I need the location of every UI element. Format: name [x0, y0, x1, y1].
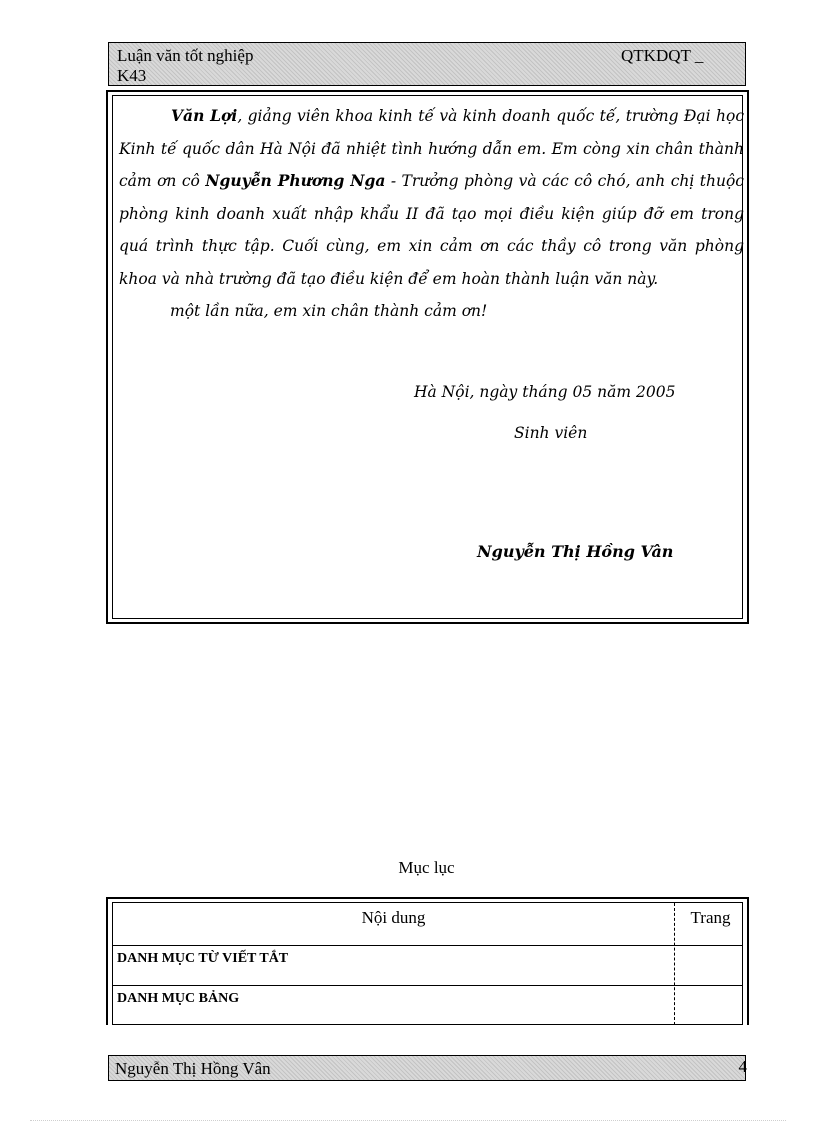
page-number: 4	[738, 1057, 747, 1076]
header-thesis-label: Luận văn tốt nghiệp	[117, 46, 254, 65]
toc-table	[106, 897, 749, 1025]
acknowledgement-text-2: - Trưởng phòng và các cô chó, anh chị thuộc phòng kinh doanh xuất nhập khẩu II đã tạo mọi điều kiện giúp đỡ em trong quá trình thực tập. Cuối cùng, em xin cảm ơn các thầy cô trong văn phòng khoa và nhà trường đã tạo điều kiện để em hoàn thành luận văn này.	[119, 172, 744, 288]
acknowledgement-text-1: , giảng viên khoa kinh tế và kinh doanh quốc tế, trường Đại học Kinh tế quốc dân Hà Nội đã nhiệt tình hướng dẫn em. Em còng xin chân thành cảm ơn cô	[119, 107, 744, 190]
toc-header-content: Nội dung	[361, 908, 426, 927]
signature-role: Sinh viên	[514, 424, 588, 442]
page-bottom-rule	[30, 1120, 786, 1121]
department-head-name: Nguyễn Phương Nga	[205, 171, 386, 190]
footer-author: Nguyễn Thị Hồng Vân	[115, 1059, 271, 1078]
acknowledgement-inner-border	[112, 95, 743, 619]
page-footer	[108, 1055, 746, 1081]
toc-row-tables[interactable]: DANH MỤC BẢNG	[117, 991, 240, 1006]
signature-date: Hà Nội, ngày tháng 05 năm 2005	[414, 383, 676, 401]
toc-title: Mục lục	[398, 858, 455, 877]
toc-inner-border	[112, 902, 743, 1025]
toc-row-divider	[113, 1024, 742, 1025]
toc-row-divider	[113, 985, 742, 986]
header-program-code: QTKDQT _	[621, 46, 704, 65]
page-header	[108, 42, 746, 86]
toc-header-divider	[113, 945, 742, 946]
acknowledgement-paragraph	[119, 100, 744, 295]
acknowledgement-box	[106, 90, 749, 624]
toc-row-abbreviations[interactable]: DANH MỤC TỪ VIẾT TẮT	[117, 951, 289, 966]
header-class-code: K43	[117, 66, 147, 85]
closing-line: một lần nữa, em xin chân thành cảm ơn!	[170, 302, 488, 320]
toc-header-page: Trang	[690, 908, 731, 927]
advisor-name: Văn Lợi	[171, 106, 238, 125]
signer-name: Nguyễn Thị Hồng Vân	[477, 542, 674, 561]
